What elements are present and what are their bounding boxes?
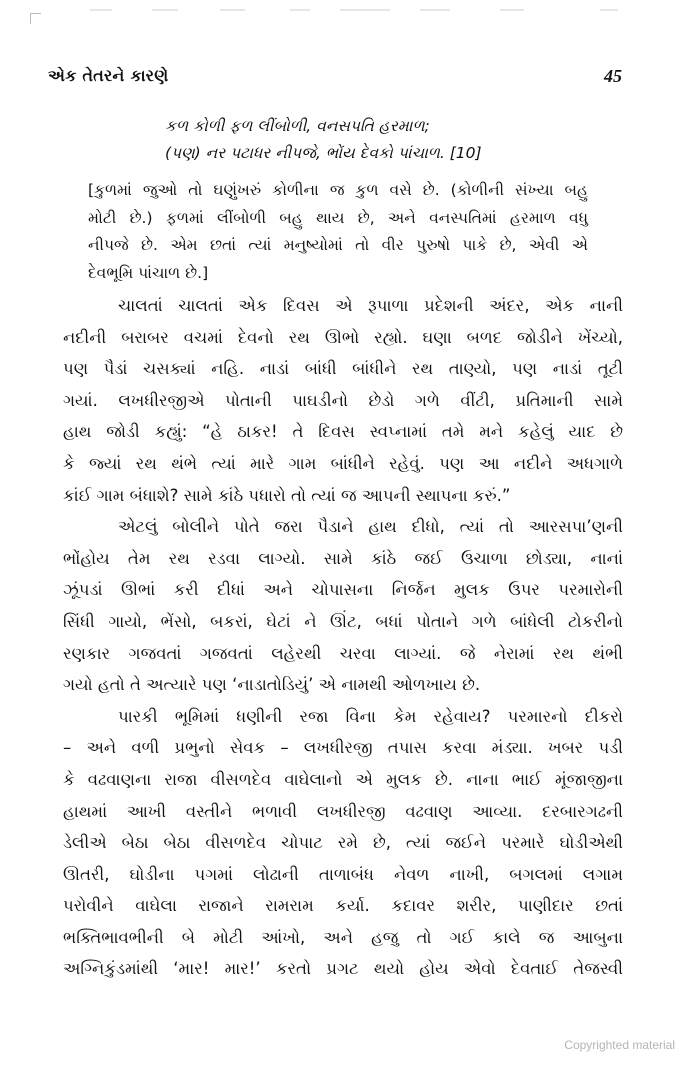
scan-artifact [220,9,245,11]
paragraph-line: ગયો હતો તે અત્યારે પણ ‘નાડાતોડિયું’ એ નામથી ઓળખાય છે. [63,675,481,695]
paragraph-line: ઊતરી, ઘોડીના પગમાં લોઢાની તાળાબંધ નેવળ નાખી, બગલમાં લગામ [63,864,623,884]
crop-mark [30,13,41,24]
verse-explanation [88,177,588,287]
explanation-line: નીપજે છે. એમ છતાં ત્યાં મનુષ્યોમાં તો વીર પુરુષો પાકે છે, એવી એ [88,236,588,254]
paragraph-line: કાંઈ ગામ બંધાશે? સામે કાંઠે પધારો તો ત્યાં જ આપની સ્થાપના કરું.” [63,485,511,505]
scan-artifact [420,9,450,11]
paragraph-line: ચાલતાં ચાલતાં એક દિવસ એ રૂપાળા પ્રદેશની અંદર, એક નાની [118,296,623,315]
verse-line: (પણ) નર પટાધર નીપજે, ભોંય દેવકો પાંચાળ. [10] [165,144,482,162]
paragraph-line: પણ પૈડાં ચસક્યાં નહિ. નાડાં બાંધી બાંધીને રથ તાણ્યો, પણ નાડાં તૂટી [63,359,623,379]
verse-line: કળ કોળી ફળ લીંબોળી, વનસપતિ હરમાળ; [165,117,430,135]
paragraph-line: નદીની બરાબર વચમાં દેવનો રથ ઊભો રહ્યો. ઘણા બળદ જોડીને ખેંચ્યો, [63,327,623,347]
scan-edge-artifacts [0,0,685,30]
paragraph-line: અગ્નિકુંડમાંથી ‘માર! માર!’ કરતો પ્રગટ થયો હોય એવો દેવતાઈ તેજસ્વી [63,959,623,979]
paragraph-line: રણકાર ગજવતાં ગજવતાં લહેરથી ચરવા લાગ્યાં. જે નેરામાં રથ થંભી [63,643,623,663]
explanation-line: [કુળમાં જુઓ તો ઘણુંખરું કોળીના જ કુળ વસે છે. (કોળીની સંખ્યા બહુ [88,181,588,199]
scan-artifact [600,9,618,11]
paragraph-line: ભોંહોય તેમ રથ રડવા લાગ્યો. સામે કાંઠે જઈ ઉચાળા છોડ્યા, નાનાં [63,548,623,568]
running-header [48,66,622,92]
paragraph-line: ભક્તિભાવભીની બે મોટી આંખો, અને હજુ તો ગઈ કાલે જ આબુના [63,927,623,947]
paragraph-line: પારકી ભૂમિમાં ધણીની રજા વિના કેમ રહેવાય? પરમારનો દીકરો [118,706,623,726]
explanation-line: મોટી છે.) ફળમાં લીંબોળી બહુ થાય છે, અને વનસ્પતિમાં હરમાળ વધુ [88,208,588,227]
chapter-title: એક તેતરને કારણે [48,66,169,85]
paragraph-line: ડેલીએ બેઠા બેઠા વીસળદેવ ચોપાટ રમે છે, ત્યાં જઈને પરમારે ઘોડીએથી [63,833,623,853]
verse-block [165,113,482,167]
paragraph-line: ગયાં. લખધીરજીએ પોતાની પાઘડીનો છેડો ગળે વીંટી, પ્રતિમાની સામે [63,390,623,410]
paragraph-line: પરોવીને વાઘેલા રાજાને રામરામ કર્યા. કદાવર શરીર, પાણીદાર છતાં [63,896,623,916]
scan-artifact [90,9,112,11]
copyright-watermark: Copyrighted material [564,1038,675,1052]
scan-artifact [152,9,178,11]
page-number: 45 [604,66,622,86]
explanation-line: દેવભૂમિ પાંચાળ છે.] [88,263,209,282]
scan-artifact [340,9,390,11]
paragraph-line: – અને વળી પ્રભુનો સેવક – લખધીરજી તપાસ કરવા મંડ્યા. ખબર પડી [63,738,623,758]
paragraph-line: કે વઢવાણના રાજા વીસળદેવ વાઘેલાનો એ મુલક છે. નાના ભાઈ મૂંજાજીના [63,769,623,789]
body-text [63,290,623,985]
scan-artifact [500,9,524,11]
paragraph-line: હાથમાં આખી વસ્તીને ભળાવી લખધીરજી વઢવાણ આવ્યા. દરબારગઢની [63,801,623,821]
scan-artifact [290,9,310,11]
paragraph-line: એટલું બોલીને પોતે જરા પૈડાને હાથ દીધો, ત્યાં તો આરસપા’ણની [118,517,623,537]
paragraph-line: કે જ્યાં રથ થંભે ત્યાં મારે ગામ બાંધીને રહેવું. પણ આ નદીને અધગાળે [63,453,623,473]
paragraph-line: હાથ જોડી કહ્યું: “હે ઠાકર! તે દિવસ સ્વપ્નામાં તમે મને કહેલું યાદ છે [63,422,623,442]
paragraph-line: ઝૂંપડાં ઊભાં કરી દીધાં અને ચોપાસના નિર્જન મુલક ઉપર પરમારોની [63,580,623,600]
paragraph-line: સિંધી ગાયો, ભેંસો, બકરાં, ઘેટાં ને ઊંટ, બધાં પોતાને ગળે બાંધેલી ટોકરીનો [63,611,623,631]
